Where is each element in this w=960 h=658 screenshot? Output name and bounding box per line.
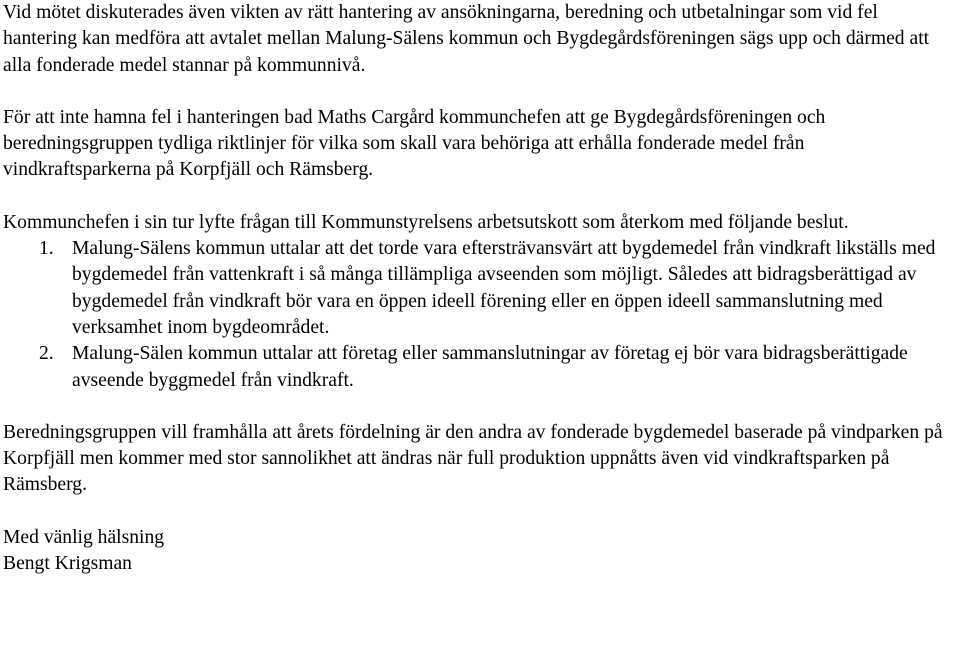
decision-text: Malung-Sälens kommun uttalar att det torde vara eftersträvansvärt att bygdemedel från vindkraft likställs med bygdemedel från vattenkraft i så många tillämpliga avseenden som möjligt. Således att bidragsberättigad av bygdemedel från vindkraft bör vara en öppen ideell förening eller en öppen ideell sammanslutning med verksamhet inom bygdeområdet. (72, 238, 936, 338)
decision-text: Malung-Sälen kommun uttalar att företag eller sammanslutningar av företag ej bör vara bidragsberättigade avseende byggmedel från vindkraft. (72, 343, 908, 391)
decision-item (3, 341, 955, 394)
paragraph-meeting-discussion: Vid mötet diskuterades även vikten av rätt hantering av ansökningarna, beredning och utbetalningar som vid fel hantering kan medföra att avtalet mellan Malung-Sälens kommun och Bygdegårdsföreningen sägs upp och därmed att alla fonderade medel stannar på kommunnivå. (3, 2, 930, 76)
signature-name: Bengt Krigsman (3, 553, 132, 575)
decision-number: 1. (39, 238, 54, 260)
paragraph-closing: Beredningsgruppen vill framhålla att årets fördelning är den andra av fonderade bygdemedel baserade på vindparken på Korpfjäll men kommer med stor sannolikhet att ändras när full produktion uppnåtts även vid vindkraftsparken på Rämsberg. (3, 421, 943, 496)
document-body (3, 0, 955, 577)
decision-number: 2. (39, 343, 54, 365)
paragraph-request-guidelines: För att inte hamna fel i hanteringen bad Maths Cargård kommunchefen att ge Bygdegårdsföreningen och beredningsgruppen tydliga riktlinjer för vilka som skall vara behöriga att erhålla fonderade medel från vindkraftsparkerna på Korpfjäll och Rämsberg. (3, 106, 826, 181)
signature-greeting: Med vänlig hälsning (3, 526, 165, 548)
decision-item (3, 236, 955, 341)
signature-block (3, 525, 955, 578)
decision-list (3, 236, 955, 394)
paragraph-committee-decision-intro: Kommunchefen i sin tur lyfte frågan till Kommunstyrelsens arbetsutskott som återkom med följande beslut. (3, 211, 849, 233)
